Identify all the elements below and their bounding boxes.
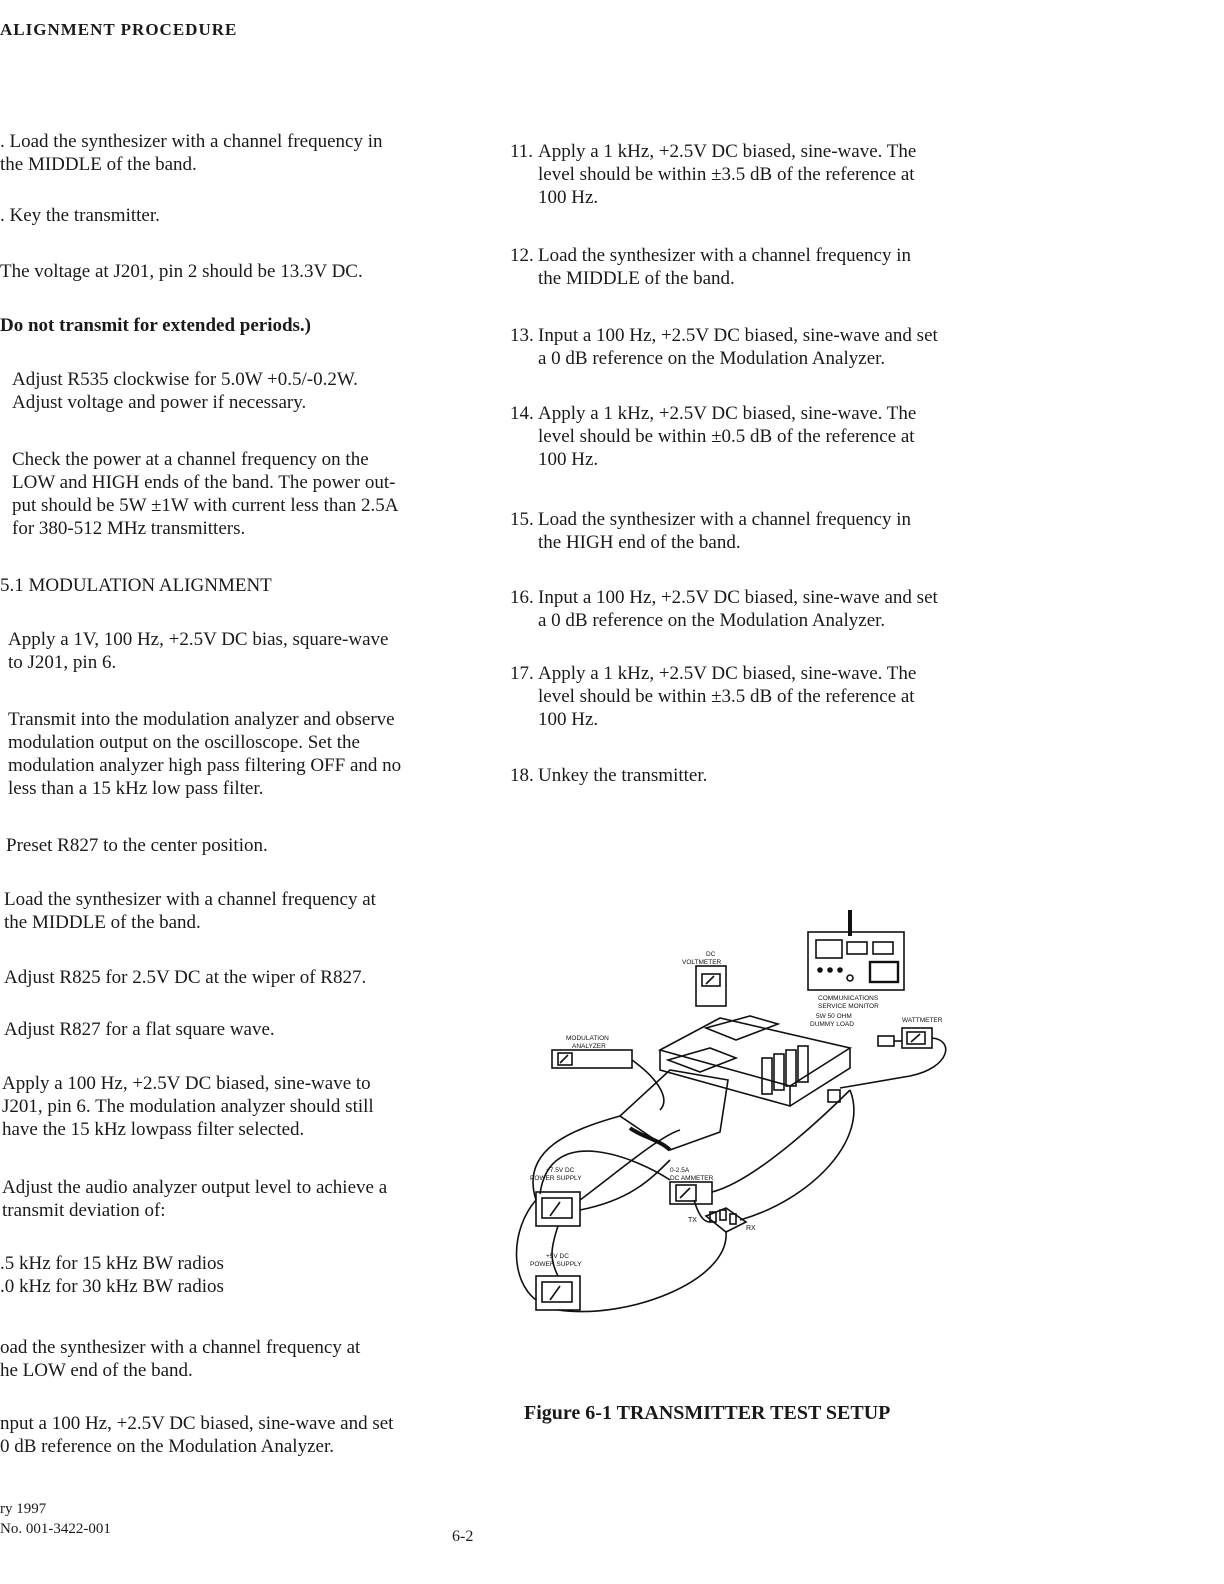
footer-doc-number: No. 001-3422-001: [0, 1521, 111, 1537]
step-adjust-r825: Adjust R825 for 2.5V DC at the wiper of R827.: [4, 967, 367, 988]
wattmeter-icon: [902, 1028, 932, 1048]
list-item: [510, 140, 1010, 209]
step-number: 14.: [510, 403, 534, 424]
label-dummy-load: 5W 50 OHM DUMMY LOAD: [810, 1013, 854, 1028]
label-ps-7v5: +7.5V DC POWER SUPPLY: [530, 1167, 582, 1182]
step-adjust-r827: Adjust R827 for a flat square wave.: [4, 1019, 275, 1040]
label-tx: TX: [688, 1217, 697, 1224]
step-text: Load the synthesizer with a channel frequency in the HIGH end of the band.: [538, 509, 911, 553]
dc-ammeter-icon: [670, 1182, 712, 1204]
step-apply-square-wave: Apply a 1V, 100 Hz, +2.5V DC bias, square-wave to J201, pin 6.: [8, 629, 389, 673]
deviation-values: .5 kHz for 15 kHz BW radios .0 kHz for 30 kHz BW radios: [0, 1253, 224, 1297]
step-load-synth-middle-2: Load the synthesizer with a channel frequency at the MIDDLE of the band.: [4, 889, 376, 933]
list-item: [510, 402, 1010, 471]
power-supply-7v5-icon: [536, 1192, 580, 1226]
step-number: 18.: [510, 765, 534, 786]
step-load-synth-low: oad the synthesizer with a channel frequency at he LOW end of the band.: [0, 1337, 361, 1381]
label-comm-monitor: COMMUNICATIONS SERVICE MONITOR: [818, 995, 879, 1010]
step-key-transmitter: . Key the transmitter.: [0, 205, 160, 226]
step-load-synth-middle: . Load the synthesizer with a channel frequency in the MIDDLE of the band.: [0, 131, 383, 175]
transmitter-test-setup-diagram: [510, 900, 980, 1320]
power-supply-5v-icon: [536, 1276, 580, 1310]
step-voltage-check: The voltage at J201, pin 2 should be 13.3V DC.: [0, 261, 363, 282]
step-text: Input a 100 Hz, +2.5V DC biased, sine-wave and set a 0 dB reference on the Modulation Analyzer.: [538, 325, 938, 369]
communications-monitor-icon: [808, 910, 904, 990]
step-text: Apply a 1 kHz, +2.5V DC biased, sine-wave. The level should be within ±3.5 dB of the reference at 100 Hz.: [538, 141, 917, 208]
list-item: [510, 244, 1010, 290]
label-dc-voltmeter: DC VOLTMETER: [682, 951, 722, 966]
label-ps-5v: +5V DC POWER SUPPLY: [530, 1253, 582, 1268]
list-item: [510, 662, 1010, 731]
dc-voltmeter-icon: [696, 966, 726, 1006]
step-number: 16.: [510, 587, 534, 608]
page-header: ALIGNMENT PROCEDURE: [0, 20, 238, 39]
step-adjust-audio-level: Adjust the audio analyzer output level to achieve a transmit deviation of:: [2, 1177, 388, 1221]
step-number: 11.: [510, 141, 534, 162]
step-check-power: Check the power at a channel frequency on the LOW and HIGH ends of the band. The power out- put should be 5W ±1W with current less than 2.5A for 380-512 MHz transmitters.: [12, 449, 399, 539]
step-number: 17.: [510, 663, 534, 684]
warning-note: Do not transmit for extended periods.): [0, 315, 312, 336]
step-number: 13.: [510, 325, 534, 346]
step-text: Apply a 1 kHz, +2.5V DC biased, sine-wave. The level should be within ±0.5 dB of the reference at 100 Hz.: [538, 403, 917, 470]
figure-caption: Figure 6-1 TRANSMITTER TEST SETUP: [524, 1402, 891, 1424]
step-text: Input a 100 Hz, +2.5V DC biased, sine-wave and set a 0 dB reference on the Modulation Analyzer.: [538, 587, 938, 631]
label-wattmeter: WATTMETER: [902, 1017, 943, 1024]
step-text: Unkey the transmitter.: [538, 765, 708, 786]
list-item: [510, 508, 1010, 554]
list-item: [510, 586, 1010, 632]
step-number: 15.: [510, 509, 534, 530]
footer-date: ry 1997: [0, 1501, 47, 1517]
radio-chassis-icon: [660, 1016, 850, 1106]
label-rx: RX: [746, 1225, 756, 1232]
dummy-load-icon: [878, 1036, 902, 1046]
label-mod-analyzer: MODULATION ANALYZER: [566, 1035, 609, 1050]
label-dc-ammeter: 0-2.5A DC AMMETER: [670, 1167, 714, 1182]
list-item: [510, 764, 1010, 787]
step-apply-sine-wave: Apply a 100 Hz, +2.5V DC biased, sine-wave to J201, pin 6. The modulation analyzer should still have the 15 kHz lowpass filter selected.: [2, 1073, 374, 1140]
step-input-reference: nput a 100 Hz, +2.5V DC biased, sine-wave and set 0 dB reference on the Modulation Analyzer.: [0, 1413, 394, 1457]
list-item: [510, 324, 1010, 370]
step-text: Load the synthesizer with a channel frequency in the MIDDLE of the band.: [538, 245, 911, 289]
step-text: Apply a 1 kHz, +2.5V DC biased, sine-wave. The level should be within ±3.5 dB of the reference at 100 Hz.: [538, 663, 917, 730]
page-number: 6-2: [452, 1528, 474, 1545]
step-transmit-analyzer: Transmit into the modulation analyzer and observe modulation output on the oscilloscope. Set the modulation analyzer high pass filtering OFF and no less than a 15 kHz low pass filter.: [8, 709, 402, 799]
step-adjust-r535: Adjust R535 clockwise for 5.0W +0.5/-0.2W. Adjust voltage and power if necessary.: [12, 369, 358, 413]
test-fixture-icon: [620, 1070, 728, 1150]
step-number: 12.: [510, 245, 534, 266]
step-preset-r827: Preset R827 to the center position.: [6, 835, 268, 856]
modulation-analyzer-icon: [552, 1050, 632, 1068]
section-heading-modulation: 5.1 MODULATION ALIGNMENT: [0, 575, 272, 596]
